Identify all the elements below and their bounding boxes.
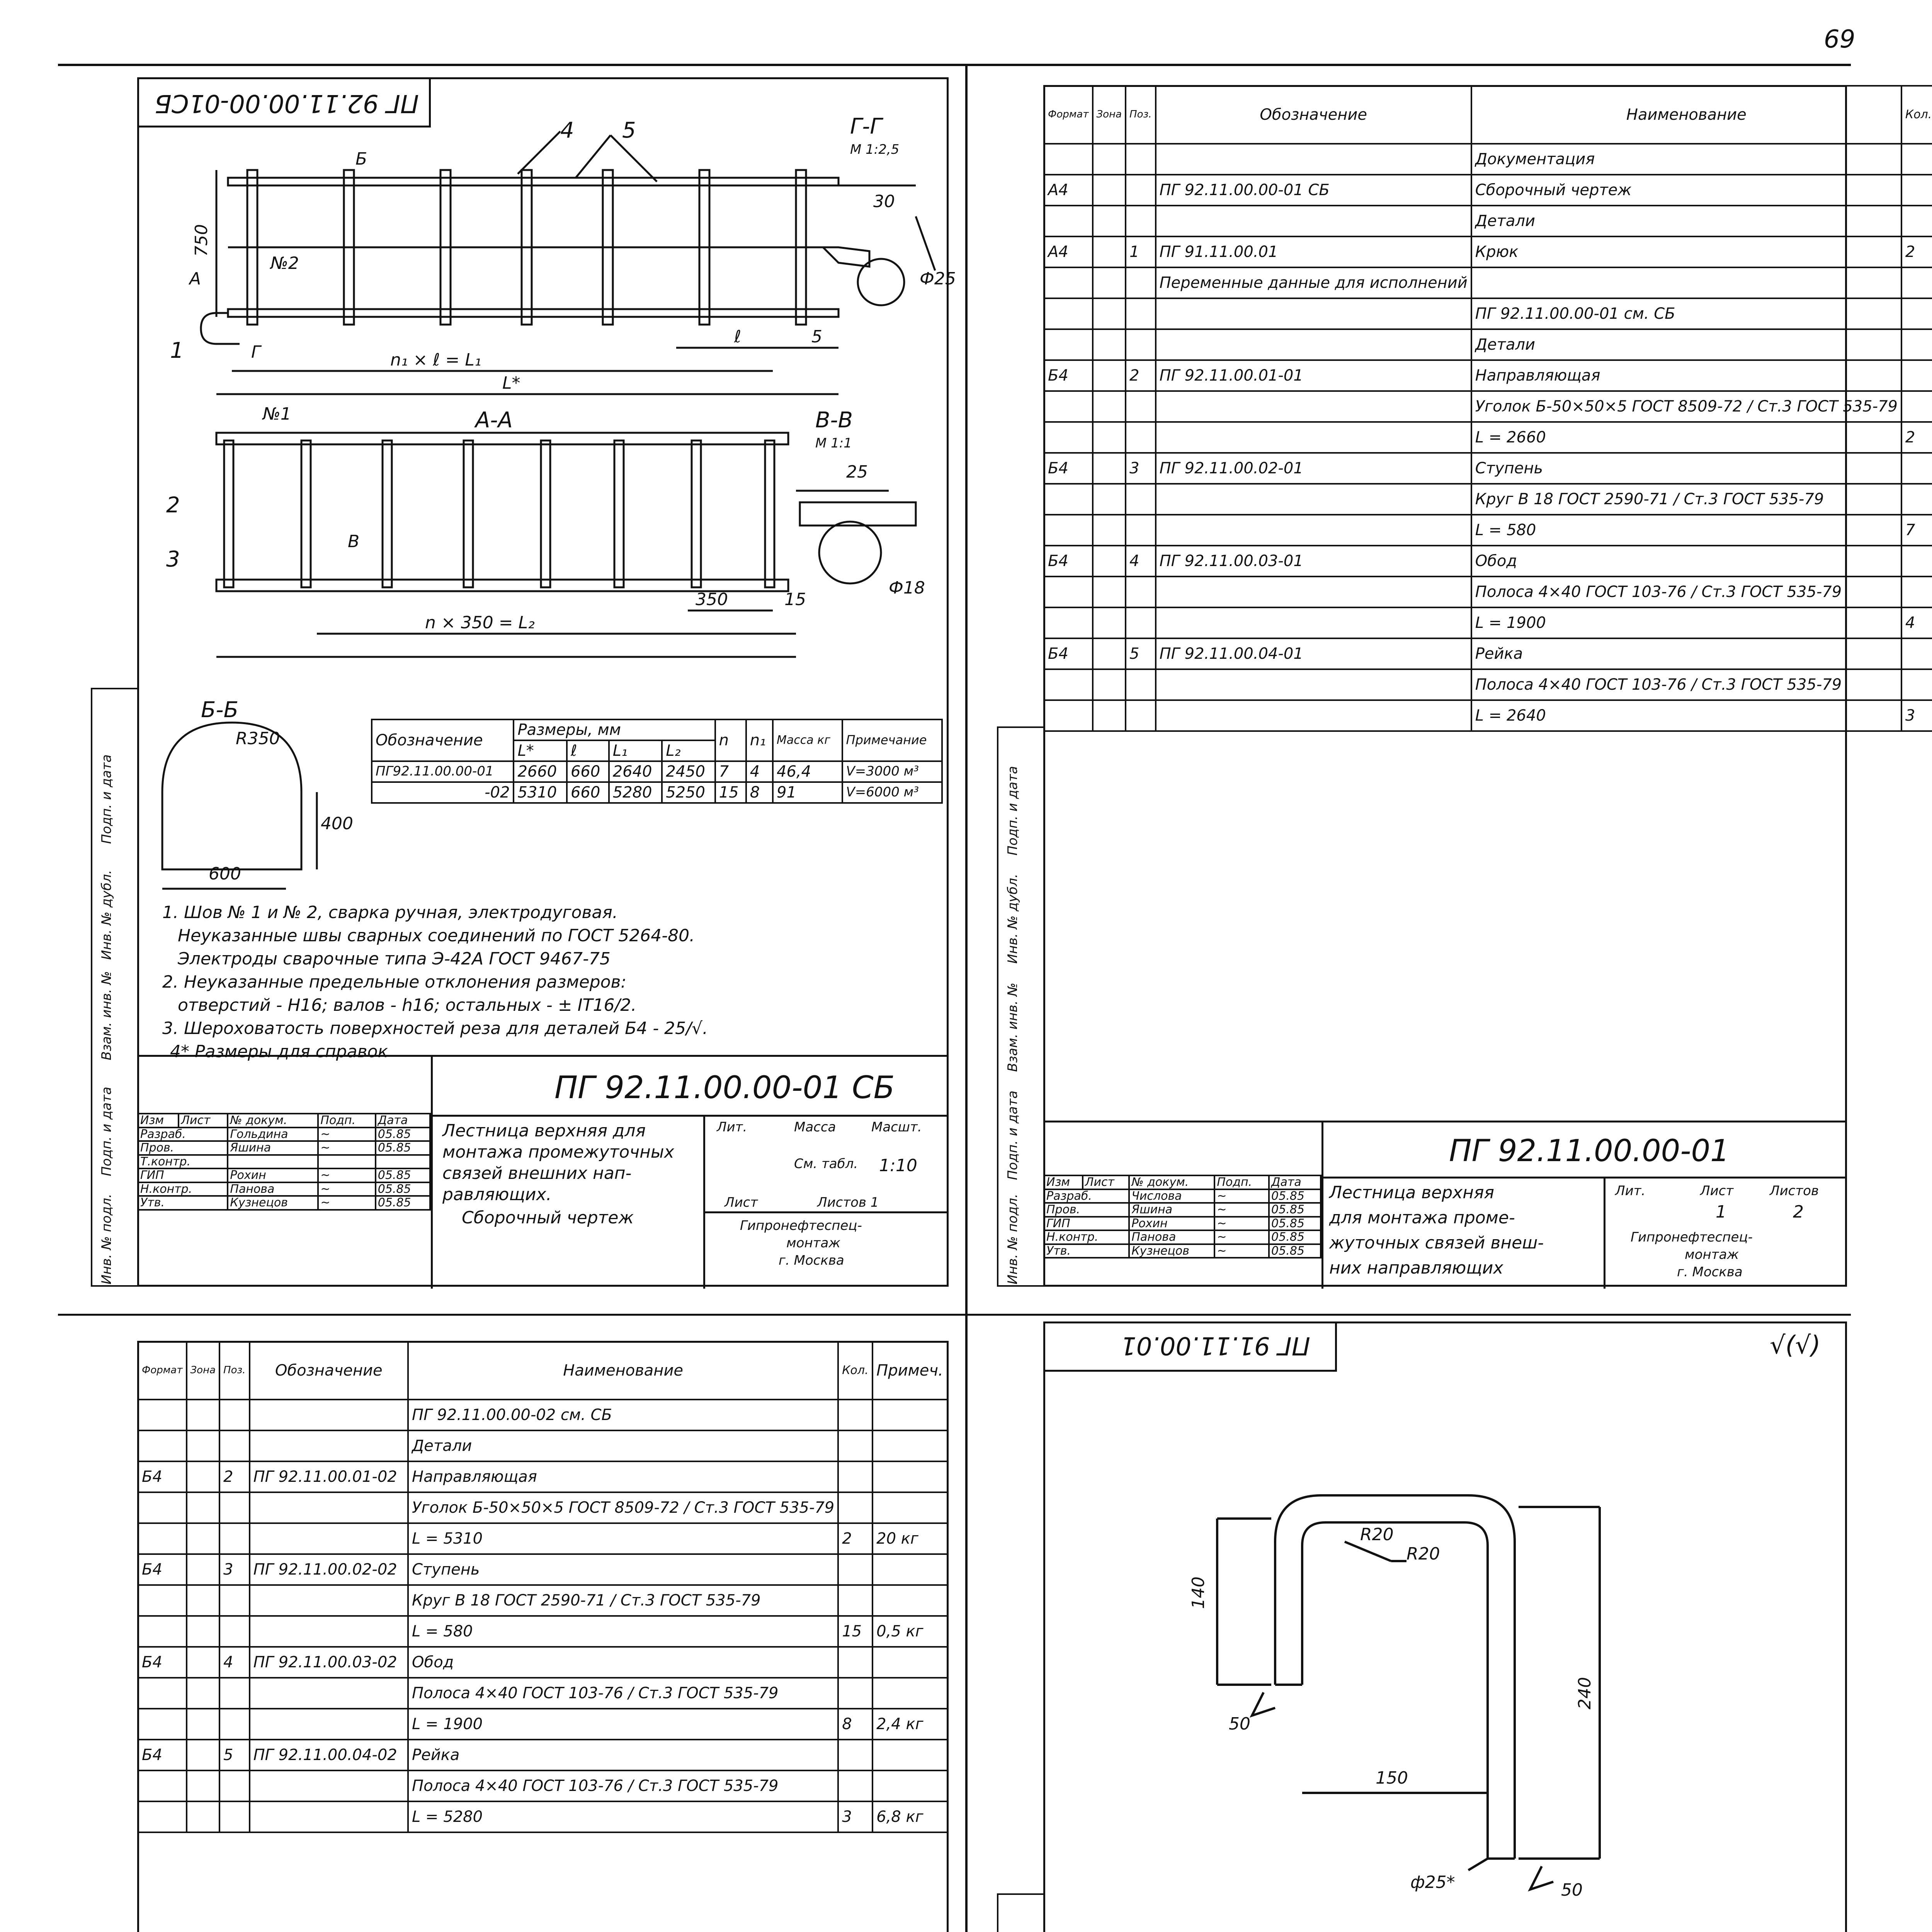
title-org: г. Москва	[779, 1253, 844, 1268]
stamp-sign: ~	[1214, 1217, 1269, 1231]
vt-header-sizes: Размеры, мм	[514, 719, 715, 740]
spec-hdr-pos: Поз.	[1126, 86, 1156, 144]
spec-hdr-name: Наименование	[408, 1342, 838, 1400]
title-name-line: связей внешних нап-	[442, 1163, 632, 1183]
spec-qty: 8	[838, 1709, 872, 1740]
title-sheets: Листов 1	[817, 1195, 879, 1210]
label-section-gg: Г-Г	[850, 114, 882, 139]
stamp-cell: 05.85	[376, 1128, 430, 1141]
stamp-hdr: Дата	[1269, 1175, 1321, 1189]
spec-name: Круг В 18 ГОСТ 2590-71 / Ст.3 ГОСТ 535-79	[1471, 484, 1901, 515]
spec-hdr-zone: Зона	[187, 1342, 220, 1400]
stamp-cell: Панова	[228, 1182, 318, 1196]
spec-pos: 1	[1126, 236, 1156, 267]
spec-code: ПГ 92.11.00.03-01	[1156, 546, 1471, 577]
spec-name: Рейка	[1471, 638, 1901, 669]
title-name-line: равляющих.	[442, 1185, 552, 1204]
title-scale: Масшт.	[871, 1119, 922, 1135]
dim-150: 150	[1376, 1768, 1408, 1788]
spec-pos: 3	[1126, 453, 1156, 484]
stamp-cell: Н.контр.	[1044, 1230, 1129, 1244]
spec-hdr-qty: Кол.	[1901, 86, 1932, 144]
spec-name: Рейка	[408, 1740, 838, 1770]
spec-pos: 2	[1126, 360, 1156, 391]
title-org: монтаж	[786, 1235, 840, 1251]
dim-600: 600	[209, 864, 241, 884]
label-section-bb: Б-Б	[201, 697, 239, 723]
stamp-cell: 05.85	[376, 1196, 430, 1210]
stamp-hdr: № докум.	[1129, 1175, 1214, 1189]
stamp-sign: ~	[318, 1196, 375, 1210]
spec-name: Направляющая	[408, 1461, 838, 1492]
stamp-cell: 05.85	[376, 1168, 430, 1182]
dim-15: 15	[784, 590, 806, 609]
spec-name: Обод	[1471, 546, 1901, 577]
spec-name: Обод	[408, 1647, 838, 1678]
stamp-sign: ~	[1214, 1244, 1269, 1258]
spec-pos: 2	[219, 1461, 250, 1492]
title-name-line: для монтажа проме-	[1329, 1208, 1515, 1228]
stamp-sign: ~	[1214, 1203, 1269, 1217]
vt-cell: 5310	[514, 782, 566, 803]
spec-qty: 2	[838, 1523, 872, 1554]
spec-hdr-zone: Зона	[1093, 86, 1126, 144]
sheet1-rotated-code: ПГ 92.11.00.00-01СБ	[155, 89, 419, 117]
dim-240: 240	[1575, 1677, 1595, 1709]
spec-name: L = 5280	[408, 1801, 838, 1832]
spec-name: L = 2640	[1471, 700, 1901, 731]
vt-header-note: Примечание	[842, 719, 942, 761]
title-sheets-val: 2	[1793, 1202, 1804, 1222]
spec-name: Детали	[1471, 206, 1901, 236]
spec-format: Б4	[138, 1461, 187, 1492]
side-label: Инв. № дубл.	[99, 870, 114, 960]
stamp-sign: ~	[1214, 1189, 1269, 1203]
label-mark-v: В	[348, 532, 360, 551]
label-pos3: 3	[166, 547, 180, 572]
stamp-sign: ~	[318, 1168, 375, 1182]
note-line: отверстий - Н16; валов - h16; остальных - ± IT16/2.	[178, 995, 637, 1015]
spec-name: Полоса 4×40 ГОСТ 103-76 / Ст.3 ГОСТ 535-79	[408, 1770, 838, 1801]
spec-hdr-note: Примеч.	[872, 1342, 948, 1400]
spec-name: Сборочный чертеж	[1471, 175, 1901, 206]
title-lit: Лит.	[1615, 1183, 1646, 1199]
vt-header-code: Обозначение	[372, 719, 514, 761]
spec-name: Ступень	[408, 1554, 838, 1585]
title-scale-val: 1:10	[879, 1156, 917, 1175]
spec-code: ПГ 92.11.00.03-02	[250, 1647, 408, 1678]
spec-note: 20 кг	[872, 1523, 948, 1554]
stamp-cell: 05.85	[1269, 1189, 1321, 1203]
title-name-line: монтажа промежуточных	[442, 1142, 674, 1162]
stamp-cell: Т.контр.	[138, 1155, 228, 1169]
vt-cell: 4	[746, 761, 773, 782]
spec-code: ПГ 92.11.00.02-02	[250, 1554, 408, 1585]
stamp-hdr: Изм	[1044, 1175, 1083, 1189]
spec-format: Б4	[138, 1554, 187, 1585]
title-name-line: Лестница верхняя для	[442, 1121, 646, 1141]
note-line: 4* Размеры для справок	[170, 1042, 388, 1061]
spec-format: Б4	[1044, 360, 1093, 391]
stamp-cell: Н.контр.	[138, 1182, 228, 1196]
dim-l: ℓ	[734, 327, 742, 347]
spec-note: 6,8 кг	[872, 1801, 948, 1832]
spec-qty: 7	[1901, 515, 1932, 546]
vt-cell: ПГ92.11.00.00-01	[372, 761, 514, 782]
title-code: ПГ 92.11.00.00-01 СБ	[554, 1070, 895, 1105]
stamp-hdr: № докум.	[228, 1114, 318, 1128]
dim-400: 400	[321, 814, 353, 833]
side-label: Подп. и дата	[99, 1087, 114, 1176]
stamp-hdr: Изм	[138, 1114, 179, 1128]
title-sheets: Листов	[1770, 1183, 1819, 1199]
vt-header-n1: n₁	[746, 719, 773, 761]
spec-name: Детали	[408, 1430, 838, 1461]
stamp-hdr: Подп.	[1214, 1175, 1269, 1189]
spec-format: Б4	[1044, 546, 1093, 577]
spec-hdr-name: Наименование	[1471, 86, 1901, 144]
stamp-cell: Разраб.	[1044, 1189, 1129, 1203]
stamp-cell: 05.85	[1269, 1217, 1321, 1231]
spec-code: ПГ 91.11.00.01	[1156, 236, 1471, 267]
title-org: монтаж	[1685, 1247, 1739, 1262]
spec-qty: 2	[1901, 422, 1932, 453]
spec-name: ПГ 92.11.00.00-02 см. СБ	[408, 1400, 838, 1430]
dim-350: 350	[696, 590, 728, 609]
note-line: 3. Шероховатость поверхностей реза для деталей Б4 - 25/√.	[162, 1019, 708, 1038]
title-name-line: Сборочный чертеж	[462, 1208, 634, 1228]
side-label: Взам. инв. №	[99, 971, 114, 1060]
spec-format: А4	[1044, 175, 1093, 206]
stamp-cell: Гольдина	[228, 1128, 318, 1141]
stamp-hdr: Лист	[179, 1114, 228, 1128]
spec-name: L = 580	[1471, 515, 1901, 546]
spec-hdr-code: Обозначение	[1156, 86, 1471, 144]
vt-cell: V=3000 м³	[842, 761, 942, 782]
stamp-sign: ~	[318, 1141, 375, 1155]
vt-cell: 2450	[662, 761, 715, 782]
spec-code: ПГ 92.11.00.01-01	[1156, 360, 1471, 391]
stamp-cell: 05.85	[376, 1141, 430, 1155]
stamp-hdr: Лист	[1083, 1175, 1129, 1189]
spec-format: Б4	[1044, 638, 1093, 669]
spec-name: Полоса 4×40 ГОСТ 103-76 / Ст.3 ГОСТ 535-79	[408, 1678, 838, 1709]
dim-nx350: n × 350 = L₂	[425, 613, 535, 633]
stamp-hdr: Дата	[376, 1114, 430, 1128]
vt-header-lstar: L*	[514, 740, 566, 761]
side-label: Подп. и дата	[1005, 766, 1020, 855]
spec-pos: 5	[1126, 638, 1156, 669]
spec-name: Направляющая	[1471, 360, 1901, 391]
stamp-cell: 05.85	[1269, 1230, 1321, 1244]
vt-header-l2: L₂	[662, 740, 715, 761]
stamp-cell: Утв.	[1044, 1244, 1129, 1258]
spec-name: Уголок Б-50×50×5 ГОСТ 8509-72 / Ст.3 ГОСТ 535-79	[408, 1492, 838, 1523]
spec-qty: 3	[1901, 700, 1932, 731]
vt-header-l1: L₁	[609, 740, 662, 761]
label-pos1: 1	[170, 338, 184, 363]
stamp-cell: Кузнецов	[1129, 1244, 1214, 1258]
spec-name: L = 2660	[1471, 422, 1901, 453]
spec-qty: 3	[838, 1801, 872, 1832]
dim-n1l: n₁ × ℓ = L₁	[390, 350, 481, 370]
spec-name: Документация	[1471, 144, 1901, 175]
vt-cell: 660	[567, 782, 609, 803]
note-line: 1. Шов № 1 и № 2, сварка ручная, электродуговая.	[162, 903, 618, 922]
spec-name: L = 580	[408, 1616, 838, 1647]
title-mass-val: См. табл.	[794, 1156, 858, 1172]
vt-cell: 2640	[609, 761, 662, 782]
page-number: 69	[1824, 25, 1855, 54]
title-sheet-val: 1	[1716, 1202, 1726, 1222]
side-label: Инв. № подл.	[99, 1194, 114, 1284]
label-section-aa: А-А	[475, 408, 513, 433]
stamp-cell: Кузнецов	[228, 1196, 318, 1210]
spec-name: L = 5310	[408, 1523, 838, 1554]
note-line: Неуказанные швы сварных соединений по ГОСТ 5264-80.	[178, 926, 695, 946]
dim-phi18: Ф18	[889, 578, 925, 598]
spec-code: ПГ 92.11.00.02-01	[1156, 453, 1471, 484]
dim-140: 140	[1188, 1577, 1208, 1609]
dim-phi25: Ф25	[920, 269, 956, 289]
vt-cell: 15	[715, 782, 746, 803]
spec-qty: 15	[838, 1616, 872, 1647]
spec-code: Переменные данные для исполнений	[1156, 267, 1471, 298]
stamp-cell: Числова	[1129, 1189, 1214, 1203]
spec-name: Ступень	[1471, 453, 1901, 484]
spec-note: 2,4 кг	[872, 1709, 948, 1740]
vt-cell: -02	[372, 782, 514, 803]
spec-hdr-code: Обозначение	[250, 1342, 408, 1400]
spec-pos: 3	[219, 1554, 250, 1585]
side-label: Инв. № подл.	[1005, 1194, 1020, 1284]
title-mass: Масса	[794, 1119, 836, 1135]
label-pos4: 4	[560, 118, 574, 143]
spec-hdr-pos: Поз.	[219, 1342, 250, 1400]
stamp-hdr: Подп.	[318, 1114, 375, 1128]
label-weld1: №1	[263, 404, 291, 424]
vt-cell: 5280	[609, 782, 662, 803]
dim-25: 25	[846, 462, 868, 482]
vt-cell: 660	[567, 761, 609, 782]
spec-pos: 4	[1126, 546, 1156, 577]
sheet4-side-strip	[997, 1893, 1043, 1932]
note-line: Электроды сварочные типа Э-42А ГОСТ 9467-75	[178, 949, 611, 969]
vt-cell: 8	[746, 782, 773, 803]
title-name-line: Лестница верхняя	[1329, 1183, 1494, 1202]
title-name-line: жуточных связей внеш-	[1329, 1233, 1544, 1253]
side-label: Взам. инв. №	[1005, 983, 1020, 1072]
label-section-vv: В-В	[815, 408, 853, 433]
dim-s50b: 50	[1561, 1880, 1583, 1900]
title-code: ПГ 92.11.00.00-01	[1449, 1134, 1730, 1168]
vt-header-mass: Масса кг	[773, 719, 842, 761]
vt-header-n: n	[715, 719, 746, 761]
spec-name: Детали	[1471, 329, 1901, 360]
title-org: Гипронефтеспец-	[740, 1218, 862, 1233]
spec-name: Крюк	[1471, 236, 1901, 267]
stamp-cell: ГИП	[1044, 1217, 1129, 1231]
label-pos5: 5	[622, 118, 636, 143]
stamp-cell: 05.85	[1269, 1244, 1321, 1258]
title-sheet: Лист	[724, 1195, 758, 1210]
spec-format: Б4	[138, 1740, 187, 1770]
stamp-cell: Разраб.	[138, 1128, 228, 1141]
title-org: Гипронефтеспец-	[1631, 1230, 1753, 1245]
spec-qty: 4	[1901, 607, 1932, 638]
vt-cell: 46,4	[773, 761, 842, 782]
vt-cell: 5250	[662, 782, 715, 803]
spec-format: А4	[1044, 236, 1093, 267]
sheet4-rotated-code: ПГ 91.11.00.01	[1121, 1331, 1310, 1360]
spec-name: Уголок Б-50×50×5 ГОСТ 8509-72 / Ст.3 ГОСТ 535-79	[1471, 391, 1901, 422]
spec-name: L = 1900	[1471, 607, 1901, 638]
dim-r20a: R20	[1360, 1525, 1394, 1544]
label-mark-g: Г	[251, 342, 261, 362]
dim-r20b: R20	[1406, 1544, 1440, 1564]
title-name-line: них направляющих	[1329, 1258, 1503, 1278]
stamp-sign: ~	[318, 1182, 375, 1196]
spec-format: Б4	[138, 1647, 187, 1678]
roughness-icon: √(√)	[1770, 1331, 1821, 1360]
title-lit: Лит.	[717, 1119, 747, 1135]
stamp-cell: Рохин	[1129, 1217, 1214, 1231]
vt-cell: V=6000 м³	[842, 782, 942, 803]
spec-code: ПГ 92.11.00.04-01	[1156, 638, 1471, 669]
spec-hdr-format: Формат	[138, 1342, 187, 1400]
dim-750: 750	[191, 224, 211, 257]
vt-header-l: ℓ	[567, 740, 609, 761]
vt-cell: 91	[773, 782, 842, 803]
stamp-cell: Яшина	[228, 1141, 318, 1155]
stamp-sign: ~	[318, 1128, 375, 1141]
dim-r350: R350	[236, 729, 280, 748]
spec-code: ПГ 92.11.00.01-02	[250, 1461, 408, 1492]
spec-name: L = 1900	[408, 1709, 838, 1740]
label-mark-a: А	[189, 269, 201, 289]
dim-5: 5	[811, 327, 822, 347]
stamp-cell: Яшина	[1129, 1203, 1214, 1217]
spec-code: ПГ 92.11.00.04-02	[250, 1740, 408, 1770]
vt-cell: 2660	[514, 761, 566, 782]
spec-name: Полоса 4×40 ГОСТ 103-76 / Ст.3 ГОСТ 535-79	[1471, 577, 1901, 607]
label-mark-b: Б	[355, 149, 367, 169]
spec-pos: 5	[219, 1740, 250, 1770]
spec-hdr-format: Формат	[1044, 86, 1093, 144]
vt-cell: 7	[715, 761, 746, 782]
spec-name: ПГ 92.11.00.00-01 см. СБ	[1471, 298, 1901, 329]
stamp-cell: ГИП	[138, 1168, 228, 1182]
spec-qty: 2	[1901, 236, 1932, 267]
note-line: 2. Неуказанные предельные отклонения размеров:	[162, 972, 627, 992]
side-label: Подп. и дата	[99, 754, 114, 844]
spec-note: 0,5 кг	[872, 1616, 948, 1647]
spec-name: Полоса 4×40 ГОСТ 103-76 / Ст.3 ГОСТ 535-79	[1471, 669, 1901, 700]
dim-d25: ф25*	[1410, 1872, 1455, 1892]
spec-format: Б4	[1044, 453, 1093, 484]
stamp-cell: Рохин	[228, 1168, 318, 1182]
spec-hdr-qty: Кол.	[838, 1342, 872, 1400]
stamp-sign: ~	[1214, 1230, 1269, 1244]
spec-code: ПГ 92.11.00.00-01 СБ	[1156, 175, 1471, 206]
side-label: Инв. № дубл.	[1005, 874, 1020, 964]
stamp-cell: Пров.	[138, 1141, 228, 1155]
label-scale-vv: М 1:1	[815, 435, 852, 451]
stamp-cell: Утв.	[138, 1196, 228, 1210]
title-org: г. Москва	[1677, 1264, 1743, 1280]
title-sheet: Лист	[1700, 1183, 1734, 1199]
label-pos2: 2	[166, 493, 180, 518]
stamp-cell: Панова	[1129, 1230, 1214, 1244]
dim-lstar: L*	[502, 373, 520, 393]
dim-30: 30	[873, 192, 895, 211]
spec-pos: 4	[219, 1647, 250, 1678]
side-label: Подп. и дата	[1005, 1090, 1020, 1180]
label-weld2: №2	[270, 253, 299, 273]
spec-name: Круг В 18 ГОСТ 2590-71 / Ст.3 ГОСТ 535-79	[408, 1585, 838, 1616]
stamp-cell: Пров.	[1044, 1203, 1129, 1217]
stamp-cell: 05.85	[376, 1182, 430, 1196]
stamp-cell: 05.85	[1269, 1203, 1321, 1217]
label-scale-gg: М 1:2,5	[850, 142, 900, 157]
dim-s50a: 50	[1229, 1714, 1250, 1734]
